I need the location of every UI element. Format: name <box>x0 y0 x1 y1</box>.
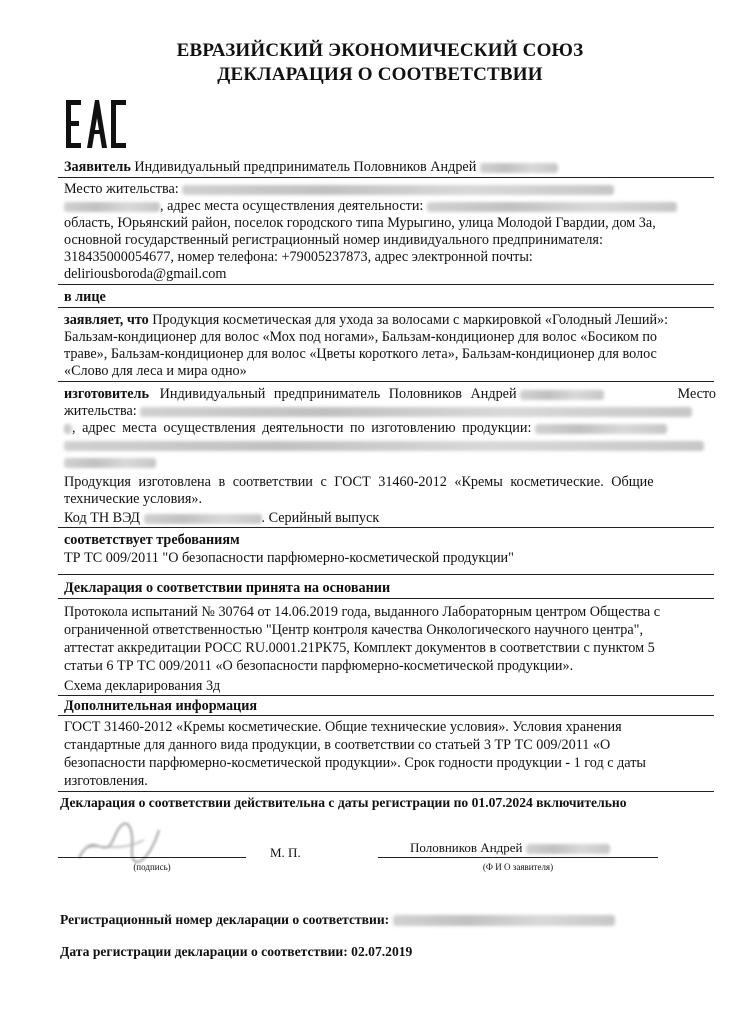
declares-line3: траве», Бальзам-кондиционер для волос «Цветы короткого лета», Бальзам-кондиционер для волос <box>64 346 657 362</box>
applicant-value: Индивидуальный предприниматель Половников Андрей <box>134 159 477 175</box>
activity-address-row <box>64 198 716 215</box>
manufacturer-address-blur2 <box>64 454 716 471</box>
basis-scheme: Схема декларирования 3д <box>64 678 221 694</box>
divider <box>58 527 714 528</box>
redacted-text <box>427 202 677 212</box>
redacted-text <box>526 844 610 854</box>
divider <box>58 381 714 382</box>
additional-line3: безопасности парфюмерно-косметической продукции». Срок годности продукции - 1 год с даты <box>64 755 646 771</box>
additional-label: Дополнительная информация <box>64 698 258 714</box>
manufacturer-residence-label-b: жительства: <box>64 403 137 419</box>
redacted-text <box>64 458 156 468</box>
redacted-text <box>480 163 558 173</box>
declares-line4: «Слово для леса и мира одно» <box>64 363 247 379</box>
stamp-label: М. П. <box>270 845 301 860</box>
manufacturer-address-blur <box>64 437 716 454</box>
declares-row <box>64 312 716 329</box>
additional-line1: ГОСТ 31460-2012 «Кремы косметические. Общие технические условия». Условия хранения <box>64 719 622 735</box>
divider <box>58 177 714 178</box>
represented-by-label: в лице <box>64 289 106 305</box>
requirements-value: ТР ТС 009/2011 "О безопасности парфюмерно-косметической продукции" <box>64 550 514 566</box>
tnved-row <box>64 510 716 527</box>
redacted-text <box>64 441 704 451</box>
applicant-row <box>64 159 716 176</box>
applicant-line4: основной государственный регистрационный номер индивидуального предпринимателя: <box>64 232 603 248</box>
manufacturer-gost-line2: технические условия». <box>64 491 203 507</box>
basis-label: Декларация о соответствии принята на основании <box>64 580 391 596</box>
union-title: ЕВРАЗИЙСКИЙ ЭКОНОМИЧЕСКИЙ СОЮЗ <box>176 40 584 61</box>
additional-line4: изготовления. <box>64 773 148 789</box>
redacted-text <box>64 424 72 434</box>
signature-image <box>74 818 164 868</box>
redacted-text <box>140 407 692 417</box>
manufacturer-gost-line1: Продукция изготовлена в соответствии с ГОСТ 31460-2012 «Кремы косметические. Общие <box>64 474 654 490</box>
serial-text: . Серийный выпуск <box>261 510 380 526</box>
validity-text: Декларация о соответствии действительна с даты регистрации по 01.07.2024 включительно <box>60 795 627 810</box>
manufacturer-value: Индивидуальный предприниматель Половников Андрей <box>159 386 517 402</box>
additional-line2: стандартные для данного вида продукции, в соответствии со статьей 3 ТР ТС 009/2011 «О <box>64 737 611 753</box>
manufacturer-label: изготовитель <box>64 386 149 402</box>
manufacturer-address-text: , адрес места осуществления деятельности по изготовлению продукции: <box>72 420 532 436</box>
redacted-text <box>520 390 604 400</box>
requirements-label: соответствует требованиям <box>64 532 240 548</box>
applicant-line3: область, Юрьянский район, поселок городского типа Мурыгино, улица Молодой Гвардии, дом 3а, <box>64 215 656 231</box>
redacted-text <box>182 185 614 195</box>
manufacturer-residence-label-a: Место <box>677 386 716 402</box>
registration-number-row <box>60 912 615 928</box>
redacted-text <box>64 202 160 212</box>
applicant-line5: 318435000054677, номер телефона: +79005237873, адрес электронной почты: <box>64 249 533 265</box>
divider <box>58 715 714 716</box>
divider <box>58 574 714 575</box>
activity-address-label: , адрес места осуществления деятельности: <box>160 198 424 214</box>
manufacturer-address-row <box>64 420 716 437</box>
name-line <box>378 857 658 858</box>
basis-line3: аттестат аккредитации РОСС RU.0001.21РК75, Комплект документов в соответствии с пунктом 5 <box>64 640 655 656</box>
declares-line2: Бальзам-кондиционер для волос «Мох под ногами», Бальзам-кондиционер для волос «Босиком по <box>64 329 658 345</box>
applicant-label: Заявитель <box>64 159 131 175</box>
divider <box>58 284 714 285</box>
divider <box>58 598 714 599</box>
signature-caption: (подпись) <box>133 862 171 872</box>
basis-line4: статьи 6 ТР ТС 009/2011 «О безопасности парфюмерно-косметической продукции». <box>64 658 574 674</box>
declares-label: заявляет, что <box>64 312 149 328</box>
eac-logo-mark <box>66 100 128 148</box>
residence-label: Место жительства: <box>64 181 179 197</box>
redacted-text <box>144 514 262 524</box>
registration-date: Дата регистрации декларации о соответствии: 02.07.2019 <box>60 944 413 959</box>
basis-line1: Протокола испытаний № 30764 от 14.06.2019 года, выданного Лабораторным центром Общества с <box>64 604 660 620</box>
manufacturer-row <box>64 386 716 403</box>
declaration-title: ДЕКЛАРАЦИЯ О СООТВЕТСТВИИ <box>217 64 543 85</box>
eac-logo <box>66 100 128 148</box>
name-caption: (Ф И О заявителя) <box>482 862 554 872</box>
registration-number-label: Регистрационный номер декларации о соответствии: <box>60 912 390 927</box>
declares-line1: Продукция косметическая для ухода за волосами с маркировкой «Голодный Леший»: <box>152 312 669 328</box>
divider <box>58 307 714 308</box>
residence-row <box>64 181 716 198</box>
divider <box>58 695 714 696</box>
signature-scribble <box>74 818 164 868</box>
divider <box>58 791 714 792</box>
signer-name-row <box>410 840 610 856</box>
basis-line2: ограниченной ответственностью "Центр контроля качества Онкологического научного центра", <box>64 622 643 638</box>
redacted-text <box>393 915 615 926</box>
redacted-text <box>535 424 667 434</box>
signature-line <box>58 857 246 858</box>
manufacturer-residence-row <box>64 403 716 420</box>
signer-name: Половников Андрей <box>410 840 523 855</box>
tnved-label: Код ТН ВЭД <box>64 510 140 526</box>
applicant-email: deliriousboroda@gmail.com <box>64 266 227 282</box>
